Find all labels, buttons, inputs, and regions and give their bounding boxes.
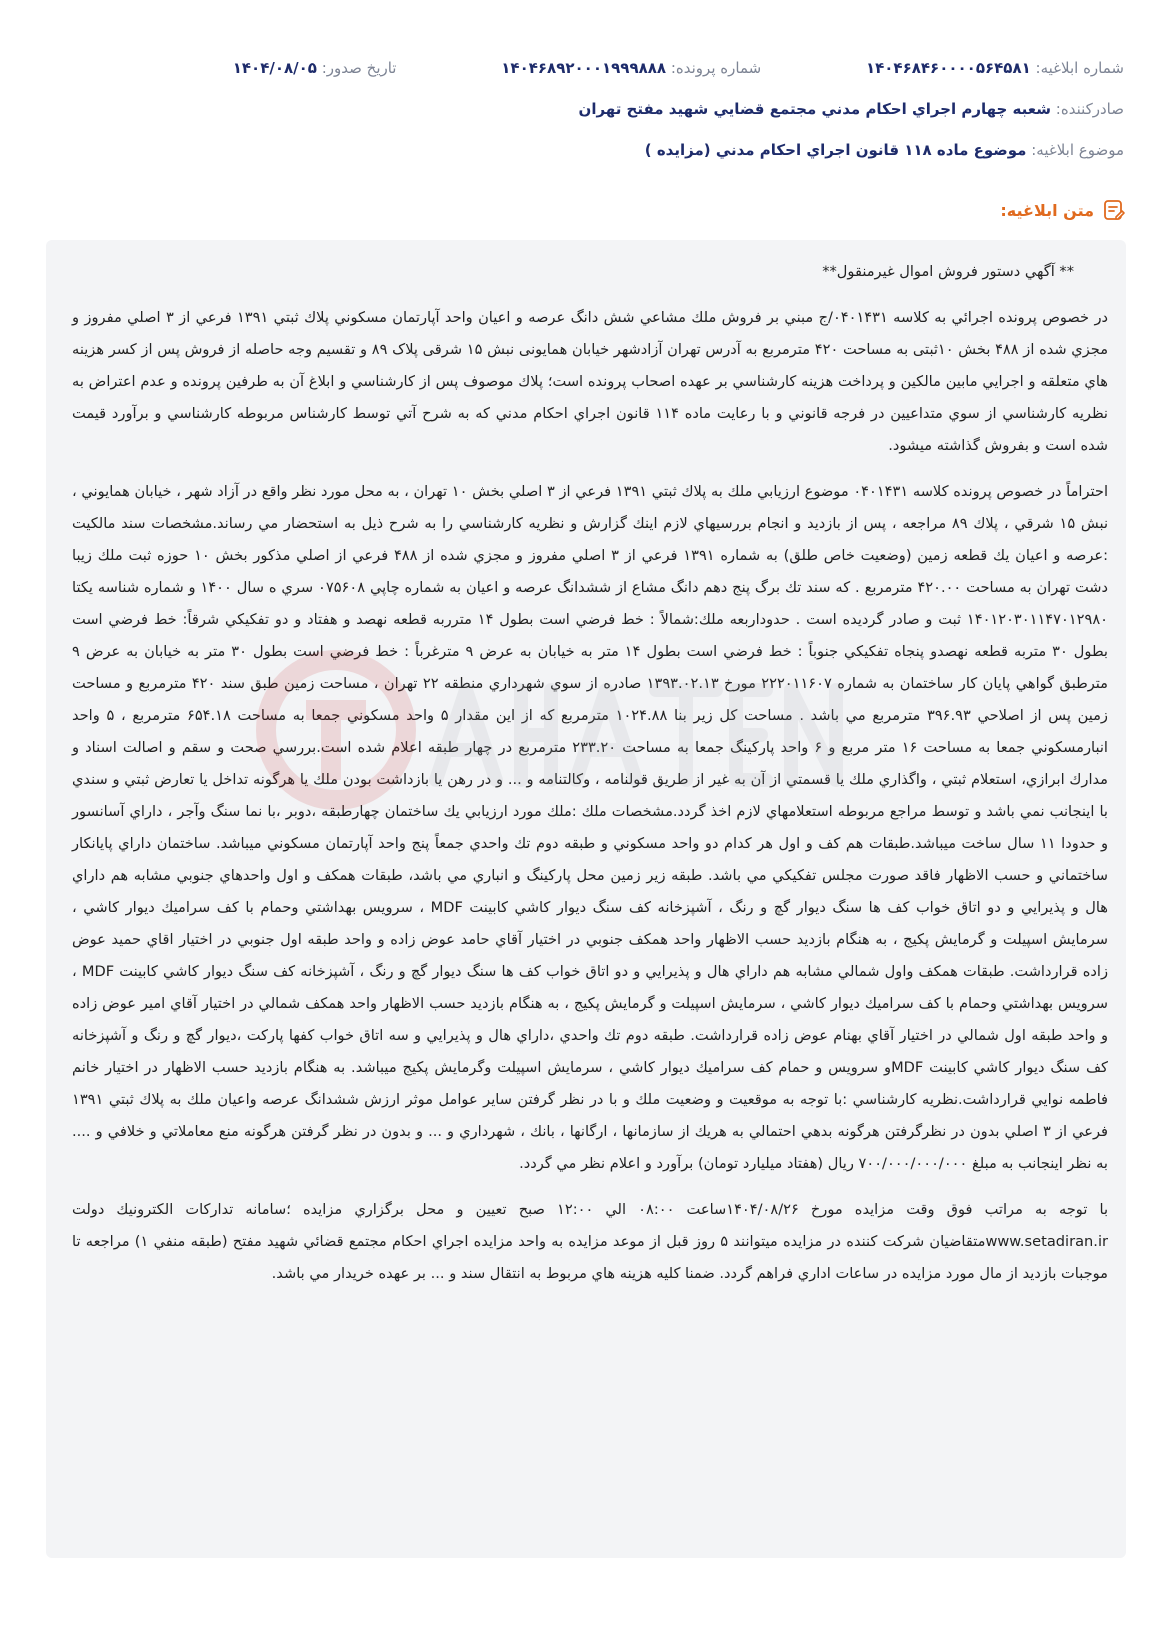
header-row-numbers bbox=[50, 56, 1124, 80]
notice-text-title-label: متن ابلاغيه: bbox=[1000, 200, 1094, 220]
case-number bbox=[501, 56, 761, 80]
notice-number bbox=[866, 56, 1124, 80]
issue-date bbox=[233, 56, 397, 80]
issue-date-value: ۱۴۰۴/۰۸/۰۵ bbox=[232, 59, 317, 77]
subject-value: موضوع ماده ۱۱۸ قانون اجراي احكام مدني (مزايده ) bbox=[644, 141, 1027, 159]
case-number-value: ۱۴۰۴۶۸۹۲۰۰۰۱۹۹۹۸۸۸ bbox=[501, 59, 667, 77]
subject-label: موضوع ابلاغيه: bbox=[1031, 141, 1124, 159]
notice-text-title bbox=[1000, 198, 1126, 222]
issue-date-label: تاريخ صدور: bbox=[321, 59, 397, 77]
header-row-subject bbox=[50, 138, 1124, 162]
notice-text-box bbox=[46, 240, 1126, 1558]
header-row-issuer bbox=[50, 97, 1124, 121]
notice-paragraph-1: در خصوص پرونده اجرائي به كلاسه ۰۴۰۱۴۳۱/ج مبني بر فروش ملك مشاعي شش دانگ عرصه و اعيان واحد آپارتمان مسكوني پلاك ثبتي ۱۳۹۱ فرعي از ۳ اصلي مفروز و مجزي شده از ۴۸۸ بخش ۱۰ثبتی به مساحت ۴۲۰ مترمربع به آدرس تهران آزادشهر خيابان همايونی نبش ۱۵ شرقی پلاک ۸۹ و تقسيم وجه حاصله از فروش پس از كسر هزينه هاي متعلقه و اجرايي مابين مالكين و پرداخت هزينه كارشناسي بر عهده اصحاب پرونده است؛ پلاك موصوف پس از كارشناسي و ابلاغ آن به طرفين پرونده و عدم اعتراض به نظريه كارشناسي از سوي متداعيين در فرجه قانوني و با رعايت ماده ۱۱۴ قانون اجراي احكام مدني كه به شرح آتي توسط كارشناس مربوطه كارشناسي و برآورد قيمت شده است و بفروش گذاشته ميشود. bbox=[72, 309, 1109, 454]
document-edit-icon bbox=[1102, 198, 1126, 222]
notice-paragraph-3: با توجه به مراتب فوق وقت مزايده مورخ ۱۴۰۴/۰۸/۲۶ساعت ۰۸:۰۰ الي ۱۲:۰۰ صبح تعيين و محل برگزاري مزايده ؛سامانه تداركات الكترونيك دولت www.setadiran.irمتقاضيان شركت كننده در مزايده ميتوانند ۵ روز قبل از موعد مزايده به واحد مزايده اجراي احكام مجتمع قضائي شهيد مفتح (طبقه منفي ۱) مراجعه تا موجبات بازديد از مال مورد مزايده در ساعات اداري فراهم گردد. ضمنا كليه هزينه هاي مربوط به انتقال سند و ... بر عهده خريدار مي باشد. bbox=[72, 1201, 1109, 1282]
notice-number-value: ۱۴۰۴۶۸۴۶۰۰۰۰۵۶۴۵۸۱ bbox=[865, 59, 1031, 77]
notice-number-label: شماره ابلاغيه: bbox=[1035, 59, 1124, 77]
issuer-value: شعبه چهارم اجراي احكام مدني مجتمع قضايي شهيد مفتح تهران bbox=[578, 100, 1051, 118]
notice-paragraph-2: احتراماً در خصوص پرونده كلاسه ۰۴۰۱۴۳۱ موضوع ارزيابي ملك به پلاك ثبتي ۱۳۹۱ فرعي از ۳ اصلي بخش ۱۰ تهران ، به محل مورد نظر واقع در آزاد شهر ، خيابان همايوني ، نبش ۱۵ شرقي ، پلاك ۸۹ مراجعه ، پس از بازديد و انجام بررسيهاي لازم اينك گزارش و نظريه كارشناسي را به شرح ذيل به استحضار مي رساند.مشخصات سند مالكيت :عرصه و اعيان يك قطعه زمين (وضعيت خاص طلق) به شماره ۱۳۹۱ فرعي از ۳ اصلي مفروز و مجزي شده از ۴۸۸ فرعي از اصلي مذكور بخش ۱۰ حوزه ثبت ملك زيبا دشت تهران به مساحت ۴۲۰.۰۰ مترمربع . كه سند تك برگ پنج دهم دانگ مشاع از ششدانگ عرصه و اعيان به شماره چاپي ۰۷۵۶۰۸ سري ه سال ۱۴۰۰ و شماره شناسه يكتا ۱۴۰۱۲۰۳۰۱۱۴۷۰۱۲۹۸۰ ثبت و صادر گرديده است . حدوداربعه ملك:شمالاً : خط فرضي است بطول ۱۴ مترربه قطعه نهصد و هفتاد و دو تفكيكي شرقاً: خط فرضي است بطول ۳۰ متربه قطعه نهصدو پنجاه تفكيكي جنوباً : خط فرضي است بطول ۱۴ متر به خيابان به عرض ۹ مترغرباً : خط فرضي است بطول ۳۰ متر به خيابان به عرض ۹ مترطبق گواهي پايان كار ساختمان به شماره ۲۲۲۰۱۱۶۰۷ مورخ ۱۳۹۳.۰۲.۱۳ صادره از سوي شهرداري منطقه ۲۲ تهران ، مساحت زمين طبق سند ۴۲۰ مترمربع و مساحت زمين پس از اصلاحي ۳۹۶.۹۳ مترمربع مي باشد . مساحت كل زير بنا ۱۰۲۴.۸۸ مترمربع كه از اين مقدار ۵ واحد مسكوني جمعا به مساحت ۶۵۴.۱۸ مترمربع ، ۵ واحد انبارمسكوني جمعا به مساحت ۱۶ متر مربع و ۶ واحد پاركينگ جمعا به مساحت ۲۳۳.۲۰ مترمربع در چهار طبقه اعلام شده است.بررسي صحت و سقم و اصالت اسناد و مدارك ابرازي، استعلام ثبتي ، واگذاري ملك يا قسمتي از آن به غير از طريق قولنامه ، وكالتنامه و ... و در رهن يا بازداشت بودن ملك يا هرگونه تداخل يا تعارض ثبتي و سندي با اينجانب نمي باشد و توسط مراجع مربوطه استعلامهاي لازم اخذ گردد.مشخصات ملك :ملك مورد ارزيابي يك ساختمان چهارطبقه ،دوبر ،با نما سنگ وآجر ، داراي آسانسور و حدودا ۱۱ سال ساخت ميباشد.طبقات هم كف و اول هر كدام دو واحد مسكوني و طبقه دوم تك واحدي جمعاً پنج واحد آپارتمان مسكوني ميباشد. ساختمان داراي پايانكار ساختماني و حسب الاظهار فاقد صورت مجلس تفكيكي مي باشد. طبقه زير زمين محل پاركينگ و انباري مي باشد، طبقات همكف و اول واحدهاي جنوبي مشابه هم داراي هال و پذيرايي و دو اتاق خواب كف ها سنگ ديوار گچ و رنگ ، آشپزخانه كف سنگ ديوار كاشي كابينت MDF ، سرويس بهداشتي وحمام با كف سراميك ديوار كاشي ، سرمايش اسپيلت و گرمايش پكيج ، به هنگام بازديد حسب الاظهار واحد همكف جنوبي در اختيار آقاي حامد عوض زاده و واحد طبقه اول جنوبي در اختيار اقاي حميد عوض زاده قرارداشت. طبقات همكف واول شمالي مشابه هم داراي هال و پذيرايي و دو اتاق خواب كف ها سنگ ديوار گچ و رنگ ، آشپزخانه كف سنگ ديوار كاشي كابينت MDF ، سرويس بهداشتي وحمام با كف سراميك ديوار كاشي ، سرمايش اسپيلت و گرمايش پكيج ، به هنگام بازديد حسب الاظهار واحد همكف شمالي در اختيار آقاي امير عوض زاده و واحد طبقه اول شمالي در اختيار آقاي بهنام عوض زاده قرارداشت. طبقه دوم تك واحدي ،داراي هال و پذيرايي و سه اتاق خواب كفها پاركت ،ديوار گچ و رنگ و آشپزخانه كف سنگ ديوار كاشي كابينت MDFو سرويس و حمام كف سراميك ديوار كاشي ، سرمايش اسپيلت وگرمايش پكيج ميباشد. به هنگام بازديد حسب الاظهار در اختيار خانم فاطمه نوايي قرارداشت.نظريه كارشناسي :با توجه به موقعيت و وضعيت ملك و با در نظر گرفتن ساير عوامل موثر ارزش ششدانگ عرصه واعيان ملك به پلاك ثبتي ۱۳۹۱ فرعي از ۳ اصلي بدون در نظرگرفتن هرگونه بدهي احتمالي به هريك از سازمانها ، ارگانها ، بانك ، شهرداري و ... و بدون در نظر گرفتن هرگونه منع معاملاتي و خلافي و .... به نظر اينجانب به مبلغ ۷۰۰/۰۰۰/۰۰۰/۰۰۰ ريال (هفتاد ميليارد تومان) برآورد و اعلام نظر مي گردد. bbox=[72, 483, 1109, 1172]
case-number-label: شماره پرونده: bbox=[670, 59, 762, 77]
issuer-label: صادرکننده: bbox=[1055, 100, 1124, 118]
notice-heading: ** آگهي دستور فروش اموال غيرمنقول** bbox=[822, 263, 1074, 280]
